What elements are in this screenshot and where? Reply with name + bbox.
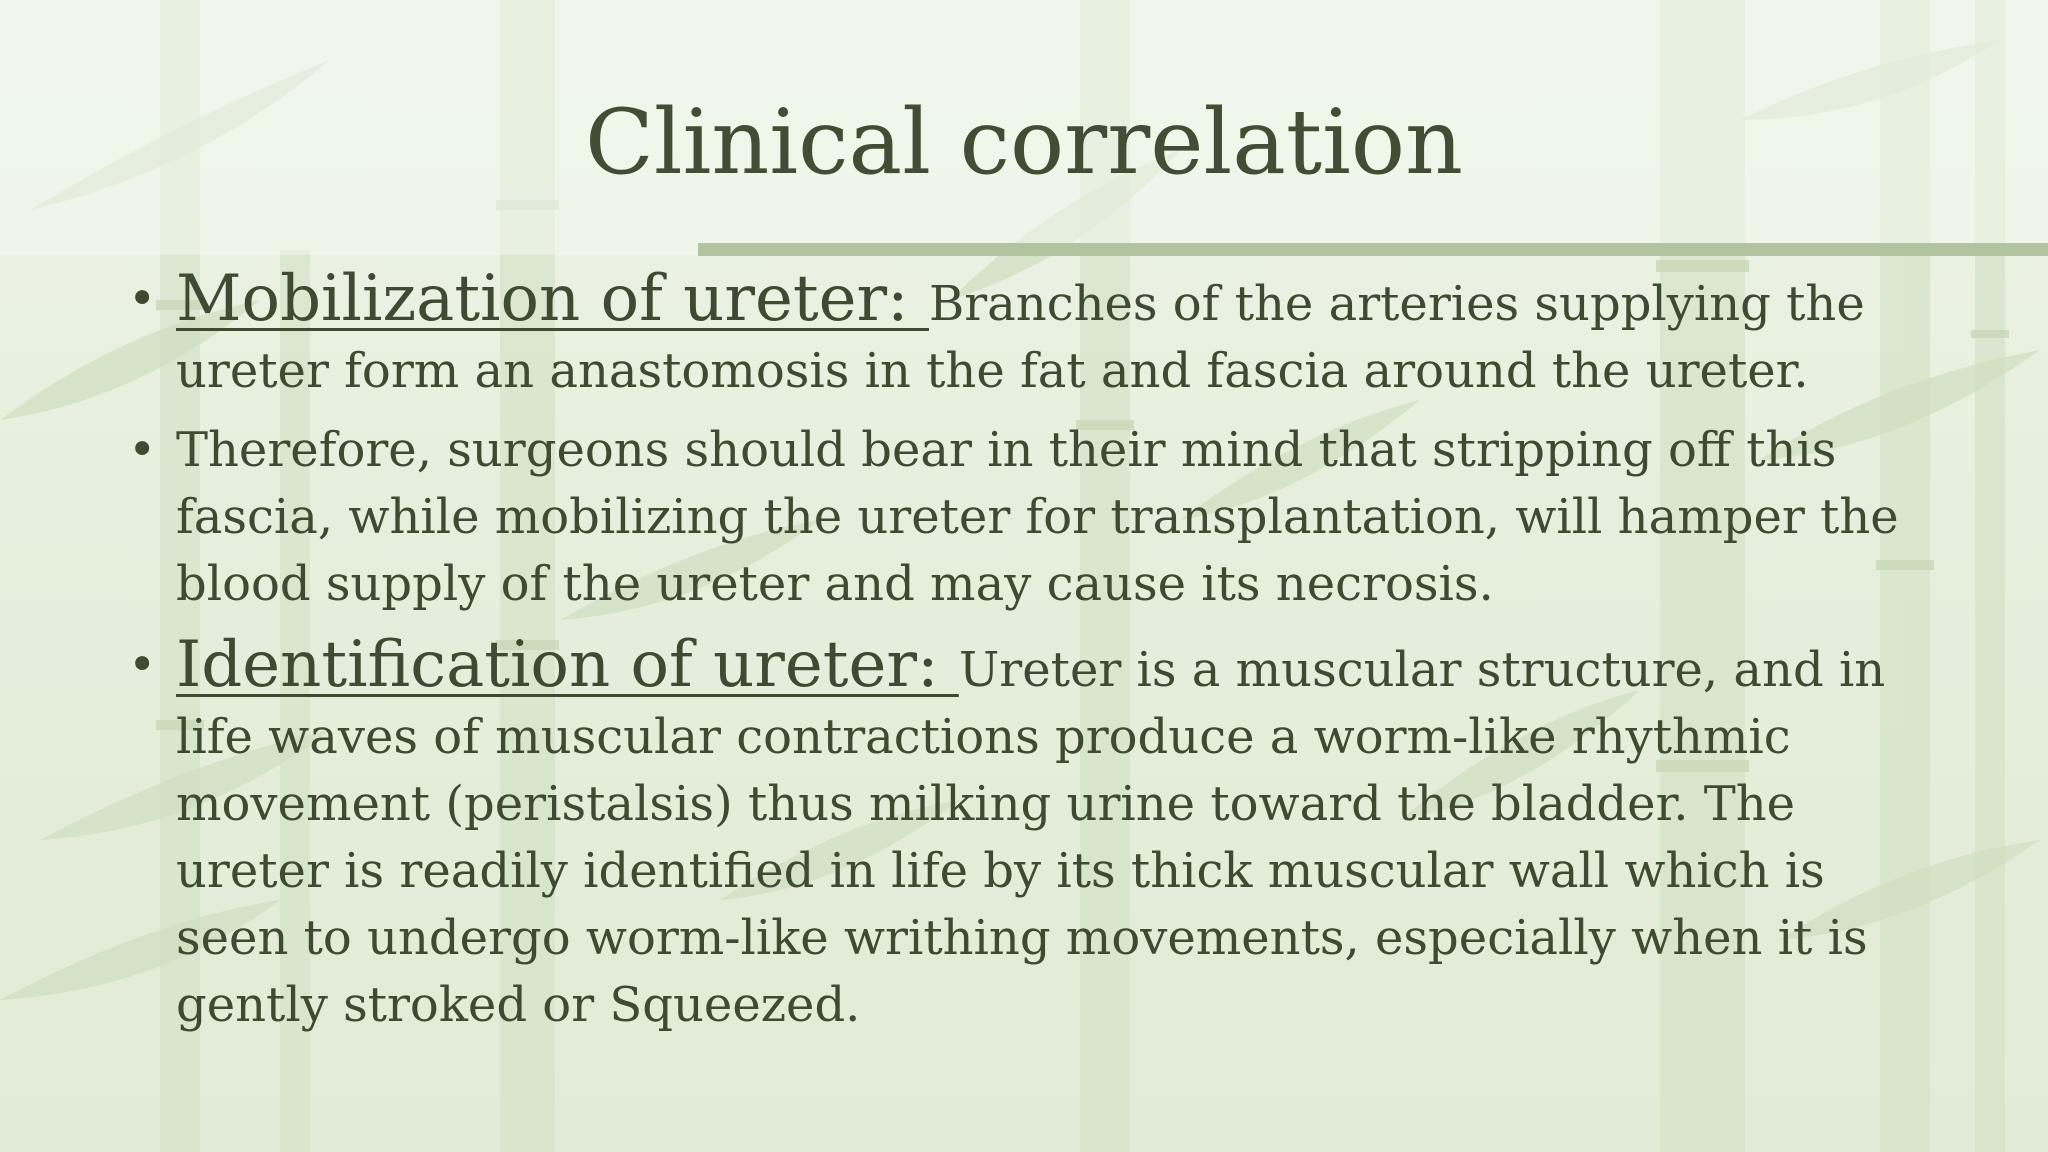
- bullet-icon: •: [128, 637, 157, 693]
- bullet-list: [118, 262, 1938, 1051]
- title-divider-rule: [698, 243, 2048, 256]
- bullet-text: Branches of the arteries supplying the ureter form an anastomosis in the fat and fascia around the ureter.: [176, 276, 1865, 399]
- bullet-icon: •: [128, 271, 157, 327]
- bullet-icon: •: [128, 422, 157, 478]
- bullet-text: Therefore, surgeons should bear in their mind that stripping off this fascia, while mobilizing the ureter for transplantation, will hamper the blood supply of the ureter and may cause its necrosis.: [176, 422, 1899, 612]
- bullet-item-identification: [118, 628, 1938, 1039]
- bullet-item-therefore: [118, 417, 1938, 618]
- bullet-heading: Mobilization of ureter:: [176, 262, 929, 336]
- bullet-item-mobilization: [118, 262, 1938, 405]
- bullet-text: Ureter is a muscular structure, and in life waves of muscular contractions produce a worm-like rhythmic movement (peristalsis) thus milking urine toward the bladder. The ureter is readily identified in life by its thick muscular wall which is seen to undergo worm-like writhing movements, especially when it is gently stroked or Squeezed.: [176, 642, 1886, 1033]
- bullet-heading: Identification of ureter:: [176, 628, 959, 702]
- slide-title: Clinical correlation: [584, 90, 1464, 195]
